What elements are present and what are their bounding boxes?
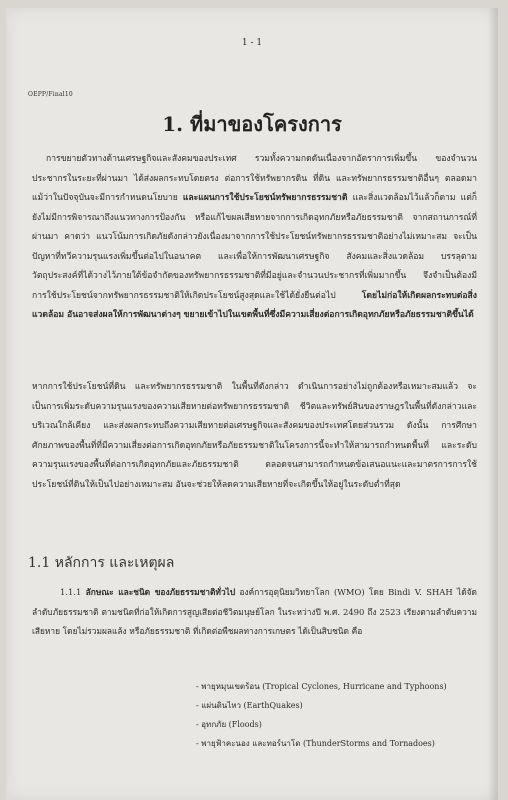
intro-bold-2: โดยไม่ก่อให้เกิดผลกระทบต่อสิ่งแวดล้อม อันอาจส่งผลให้การพัฒนาต่างๆ ขยายเข้าไปในเขตพื้นที่ซึ่งมีความเสี่ยงต่อการเกิดอุทกภัยหรือภัยธรรมชาติขึ้นได้ xyxy=(32,290,477,320)
list-item: - อุทกภัย (Floods) xyxy=(196,715,447,734)
intro-text-2: และสิ่งแวดล้อมไว้แล้วก็ตาม แต่ก็ยังไม่มีการพิจารณาถึงแนวทางการป้องกัน หรือแก้ไขผลเสียหายจากการเกิดอุทกภัยหรือภัยธรรมชาติ จากสถานการณ์ที่ผ่านมา คาดว่า แนวโน้มการเกิดภัยดังกล่าวยังเนื่องมาจากการใช้ประโยชน์ทรัพยากรธรรมชาติอย่างไม่เหมาะสม จะเป็นปัญหาที่ทวีความรุนแรงเพิ่มขึ้นต่อไปในอนาคต และเพื่อให้การพัฒนาเศรษฐกิจ สังคมและสิ่งแวดล้อม บรรลุตามวัตถุประสงค์ที่ได้วางไว้ภายใต้ข้อจำกัดของทรัพยากรธรรมชาติที่มีอยู่และจำนวนประชากรที่เพิ่มมากขึ้น จึงจำเป็นต้องมีการใช้ประโยชน์จากทรัพยากรธรรมชาติให้เกิดประโยชน์สูงสุดและใช้ได้ยั่งยืนต่อไป xyxy=(32,193,477,301)
document-page xyxy=(6,8,498,800)
list-item: - แผ่นดินไหว (EarthQuakes) xyxy=(196,696,447,715)
document-code: OEPP/Final10 xyxy=(28,91,73,98)
subsection-number: 1.1.1 xyxy=(60,587,86,597)
page-title: 1. ที่มาของโครงการ xyxy=(162,112,342,136)
list-item: - พายุฟ้าคะนอง และทอร์นาโด (ThunderStorms and Tornadoes) xyxy=(196,734,447,753)
intro-bold-1: และแผนการใช้ประโยชน์ทรัพยากรธรรมชาติ xyxy=(182,193,348,203)
subsection-text: องค์การอุตุนิยมวิทยาโลก (WMO) โดย Bindi V. SHAH ได้จัดลำดับภัยธรรมชาติ ตามชนิดที่ก่อให้เกิดการสูญเสียต่อชีวิตมนุษย์โลก ในระหว่างปี พ.ศ. 2490 ถึง 2523 เรียงตามลำดับความเสียหาย โดยไม่รวมผลแล้ง หรือภัยธรรมชาติ ที่เกิดต่อพืชผลทางการเกษตร ได้เป็นสิบชนิด คือ xyxy=(32,587,477,636)
second-paragraph: หากการใช้ประโยชน์ที่ดิน และทรัพยากรธรรมชาติ ในพื้นที่ดังกล่าว ดำเนินการอย่างไม่ถูกต้องหรือเหมาะสมแล้ว จะเป็นการเพิ่มระดับความรุนแรงของความเสียหายต่อทรัพยากรธรรมชาติ ชีวิตและทรัพย์สินของราษฎรในพื้นที่ดังกล่าวและบริเวณใกล้เคียง และส่งผลกระทบถึงความเสียหายต่อเศรษฐกิจและสังคมของประเทศโดยส่วนรวม ดังนั้น การศึกษาศักยภาพของพื้นที่ที่มีความเสี่ยงต่อการเกิดอุทกภัยหรือภัยธรรมชาติในโครงการนี้จะทำให้สามารถกำหนดพื้นที่ และระดับความรุนแรงของพื้นที่ต่อการเกิดอุทกภัยและภัยธรรมชาติ ตลอดจนสามารถกำหนดข้อเสนอแนะและมาตรการการใช้ประโยชน์ที่ดินให้เป็นไปอย่างเหมาะสม อันจะช่วยให้ลดความเสียหายที่จะเกิดขึ้นให้อยู่ในระดับต่ำที่สุด xyxy=(32,382,477,490)
page-number: 1 - 1 xyxy=(241,38,263,48)
subsection-title: ลักษณะ และชนิด ของภัยธรรมชาติทั่วไป xyxy=(85,587,236,597)
subsection-paragraph xyxy=(32,583,477,642)
section-heading: 1.1 หลักการ และเหตุผล xyxy=(28,555,175,571)
intro-paragraph xyxy=(32,150,477,326)
intro-text-1: การขยายตัวทางด้านเศรษฐกิจและสังคมของประเทศ รวมทั้งความกดดันเนื่องจากอัตราการเพิ่มขึ้น ของจำนวนประชากรในระยะที่ผ่านมา ได้ส่งผลกระทบโดยตรง ต่อการใช้ทรัพยากรดิน ที่ดิน และทรัพยากรธรรมชาติอื่นๆ ตลอดมา แม้ว่าในปัจจุบันจะมีการกำหนดนโยบาย xyxy=(32,154,477,203)
hazard-list xyxy=(196,677,447,753)
list-item: - พายุหมุนเขตร้อน (Tropical Cyclones, Hurricane and Typhoons) xyxy=(196,677,447,696)
